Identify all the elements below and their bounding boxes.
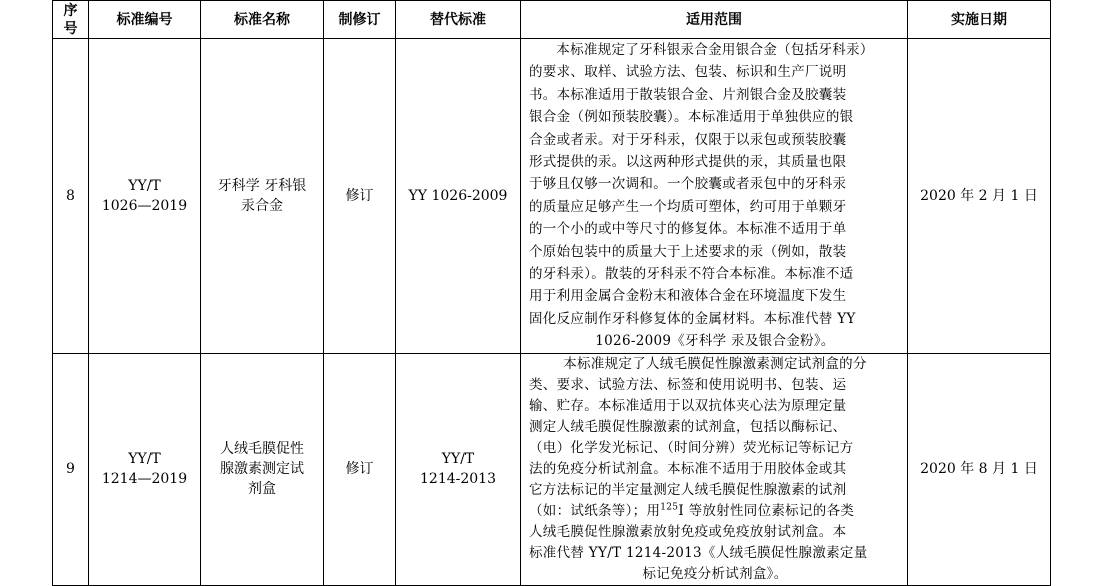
scope-line: （电）化学发光标记、（时间分辨）荧光标记等标记方 — [529, 439, 854, 456]
header-revision: 制修订 — [324, 1, 396, 39]
scope-line — [529, 501, 901, 522]
name-line: 腺激素测定试 — [220, 461, 304, 478]
header-row — [53, 1, 1051, 39]
header-scope: 适用范围 — [521, 1, 908, 39]
scope-line: 人绒毛膜促性腺激素放射免疫或免疫放射试剂盒。本 — [529, 523, 847, 540]
row-revision: 修订 — [324, 39, 396, 354]
scope-text: （如：试纸条等）；用 — [529, 502, 661, 519]
header-date: 实施日期 — [908, 1, 1051, 39]
header-code: 标准编号 — [89, 1, 201, 39]
scope-line: 标记免疫分析试剂盒》。 — [642, 565, 788, 582]
scope-line: 测定人绒毛膜促性腺激素的试剂盒，包括以酶标记、 — [529, 418, 847, 435]
replaces-line: YY/T — [441, 451, 475, 468]
scope-line: 本标准规定了牙科银汞合金用银合金（包括牙科汞） — [556, 42, 874, 58]
row-scope — [521, 39, 908, 354]
isotope-mass: 125 — [660, 502, 679, 513]
scope-line: 类、要求、试验方法、标签和使用说明书、包装、运 — [529, 376, 847, 393]
row-date: 2020 年 8 月 1 日 — [908, 353, 1051, 585]
row-code — [89, 39, 201, 354]
scope-line: 书。本标准适用于散装银合金、片剂银合金及胶囊装 — [529, 86, 847, 103]
scope-text: I 等放射性同位素标记的各类 — [678, 502, 855, 519]
scope-line: 它方法标记的半定量测定人绒毛膜促性腺激素的试剂 — [529, 481, 847, 498]
scope-line: 形式提供的汞。以这两种形式提供的汞，其质量也限 — [529, 154, 847, 171]
scope-line: 个原始包装中的质量大于上述要求的汞（例如，散装 — [529, 243, 847, 260]
row-seq: 8 — [53, 39, 89, 354]
row-replaces: YY 1026-2009 — [396, 39, 521, 354]
scope-line: 固化反应制作牙科修复体的金属材料。本标准代替 YY — [529, 310, 856, 327]
row-date: 2020 年 2 月 1 日 — [908, 39, 1051, 354]
scope-line: 法的免疫分析试剂盒。本标准不适用于用胶体金或其 — [529, 460, 847, 477]
header-replaces: 替代标准 — [396, 1, 521, 39]
scope-line: 的一个小的或中等尺寸的修复体。本标准不适用于单 — [529, 221, 847, 238]
code-line: 1214—2019 — [101, 471, 188, 488]
row-name — [201, 353, 324, 585]
scope-line: 输、贮存。本标准适用于以双抗体夹心法为原理定量 — [529, 397, 847, 414]
row-code — [89, 353, 201, 585]
replaces-line: 1214-2013 — [420, 471, 496, 488]
header-name: 标准名称 — [201, 1, 324, 39]
code-line: 1026—2019 — [101, 197, 188, 214]
row-seq: 9 — [53, 353, 89, 585]
scope-line: 银合金（例如预装胶囊）。本标准适用于单独供应的银 — [529, 109, 854, 126]
name-line: 剂盒 — [248, 481, 276, 498]
row-revision: 修订 — [324, 353, 396, 585]
code-line: YY/T — [128, 177, 161, 194]
name-line: 人绒毛膜促性 — [220, 441, 304, 458]
row-name — [201, 39, 324, 354]
scope-line: 用于利用金属合金粉末和液体合金在环境温度下发生 — [529, 288, 847, 305]
scope-line: 本标准规定了人绒毛膜促性腺激素测定试剂盒的分 — [563, 355, 867, 372]
row-scope — [521, 353, 908, 585]
table-row — [53, 39, 1051, 354]
standards-table — [52, 0, 1051, 586]
scope-line: 1026-2009《牙科学 汞及银合金粉》。 — [595, 333, 835, 350]
row-replaces — [396, 353, 521, 585]
scope-line: 标准代替 YY/T 1214-2013《人绒毛膜促性腺激素定量 — [529, 544, 868, 561]
scope-line: 合金或者汞。对于牙科汞，仅限于以汞包或预装胶囊 — [529, 131, 847, 148]
name-line: 汞合金 — [241, 197, 283, 214]
table-row — [53, 353, 1051, 585]
scope-line: 的牙科汞）。散装的牙科汞不符合本标准。本标准不适 — [529, 266, 854, 283]
name-line: 牙科学 牙科银 — [217, 177, 307, 194]
header-seq: 序号 — [53, 1, 89, 39]
scope-line: 的要求、取样、试验方法、包装、标识和生产厂说明 — [529, 64, 847, 81]
scope-line: 于够且仅够一次调和。一个胶囊或者汞包中的牙科汞 — [529, 176, 847, 193]
scope-line: 的质量应足够产生一个均质可塑体，约可用于单颗牙 — [529, 198, 847, 215]
code-line: YY/T — [128, 451, 161, 468]
